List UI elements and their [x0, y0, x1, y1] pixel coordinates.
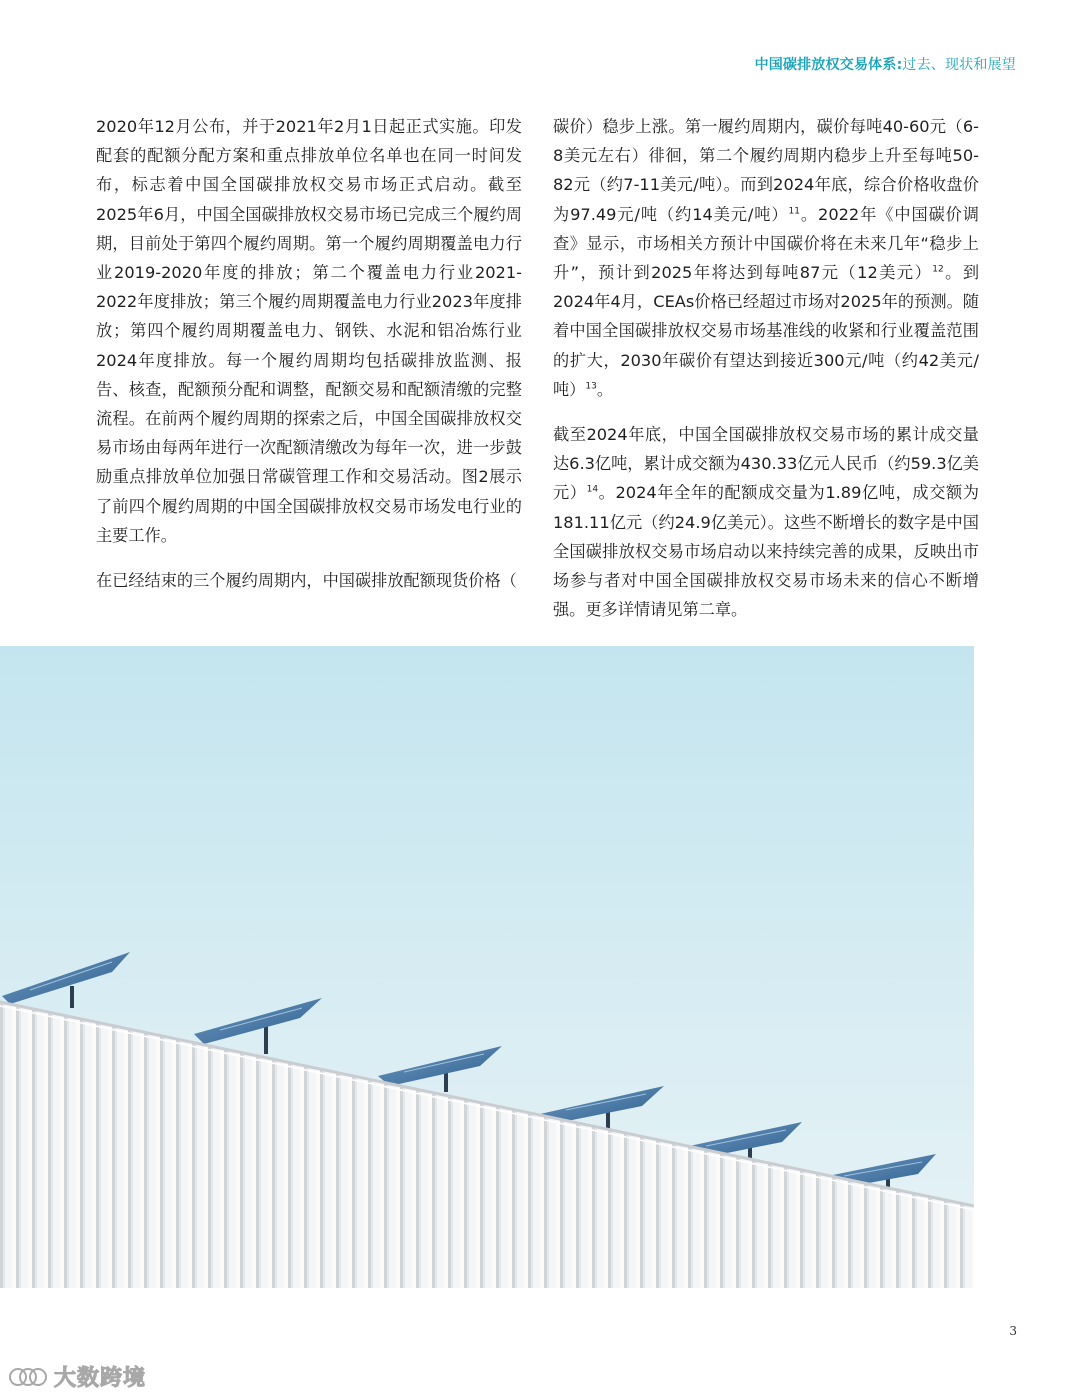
watermark — [8, 1361, 146, 1392]
text-run: 。到2024年4月，CEAs价格已经超过市场对2025年的预测。随着中国全国碳排放权交易市场基准线的收紧和行业覆盖范围的扩大，2030年碳价有望达到接近300元/吨（约42美元/吨） — [553, 263, 980, 399]
report-title: 中国碳排放权交易体系: — [754, 57, 903, 73]
solar-panel-photo — [0, 646, 974, 1288]
paragraph: 在已经结束的三个履约周期内，中国碳排放配额现货价格（ — [96, 571, 517, 591]
watermark-text: 大数跨境 — [54, 1366, 147, 1391]
page-number: 3 — [1009, 1324, 1017, 1338]
text-run: 碳价）稳步上涨。第一履约周期内，碳价每吨40-60元（6-8美元左右）徘徊，第二个履约周期内稳步上升至每吨50-82元（约7-11美元/吨）。而到2024年底，综合价格收盘价为97.49元/吨（约14美元/吨） — [553, 117, 979, 224]
right-text-column — [553, 112, 979, 640]
solar-panel-illustration — [0, 646, 974, 1288]
running-header — [755, 54, 1016, 74]
footnote-ref: 14 — [586, 485, 599, 496]
paragraph — [553, 112, 979, 404]
footnote-ref: 12 — [932, 264, 944, 275]
paragraph: 2020年12月公布，并于2021年2月1日起正式实施。印发配套的配额分配方案和重点排放单位名单也在同一时间发布，标志着中国全国碳排放权交易市场正式启动。截至2025年6月，中国全国碳排放权交易市场已完成三个履约周期，目前处于第四个履约周期。第一个履约周期覆盖电力行业2019-2020年度的排放；第二个覆盖电力行业2021-2022年度排放；第三个履约周期覆盖电力行业2023年度排放；第四个履约周期覆盖电力、钢铁、水泥和铝冶炼行业2024年度排放。每一个履约周期均包括碳排放监测、报告、核查，配额预分配和调整，配额交易和配额清缴的完整流程。在前两个履约周期的探索之后，中国全国碳排放权交易市场由每两年进行一次配额清缴改为每年一次，进一步鼓励重点排放单位加强日常碳管理工作和交易活动。图2展示了前四个履约周期的中国全国碳排放权交易市场发电行业的主要工作。 — [96, 117, 522, 545]
paragraph — [553, 420, 979, 624]
footnote-ref: 13 — [585, 381, 597, 392]
text-run: 截至2024年底，中国全国碳排放权交易市场的累计成交量达6.3亿吨，累计成交额为430.33亿元人民币（约59.3亿美元） — [553, 425, 979, 503]
left-text-column — [96, 112, 522, 611]
text-run: 。2024年全年的配额成交量为1.89亿吨，成交额为181.11亿元（约24.9亿美元）。这些不断增长的数字是中国全国碳排放权交易市场启动以来持续完善的成果，反映出市场参与者对中国全国碳排放权交易市场未来的信心不断增强。更多详情请见第二章。 — [553, 483, 979, 620]
text-run: 。2022年《中国碳价调查》显示，市场相关方预计中国碳价将在未来几年“稳步上升”，预计到2025年将达到每吨87元（12美元） — [553, 204, 979, 283]
watermark-logo-icon — [8, 1365, 48, 1389]
report-subtitle: 过去、现状和展望 — [902, 57, 1016, 73]
footnote-ref: 11 — [788, 206, 800, 217]
text-run: 。 — [596, 379, 614, 399]
